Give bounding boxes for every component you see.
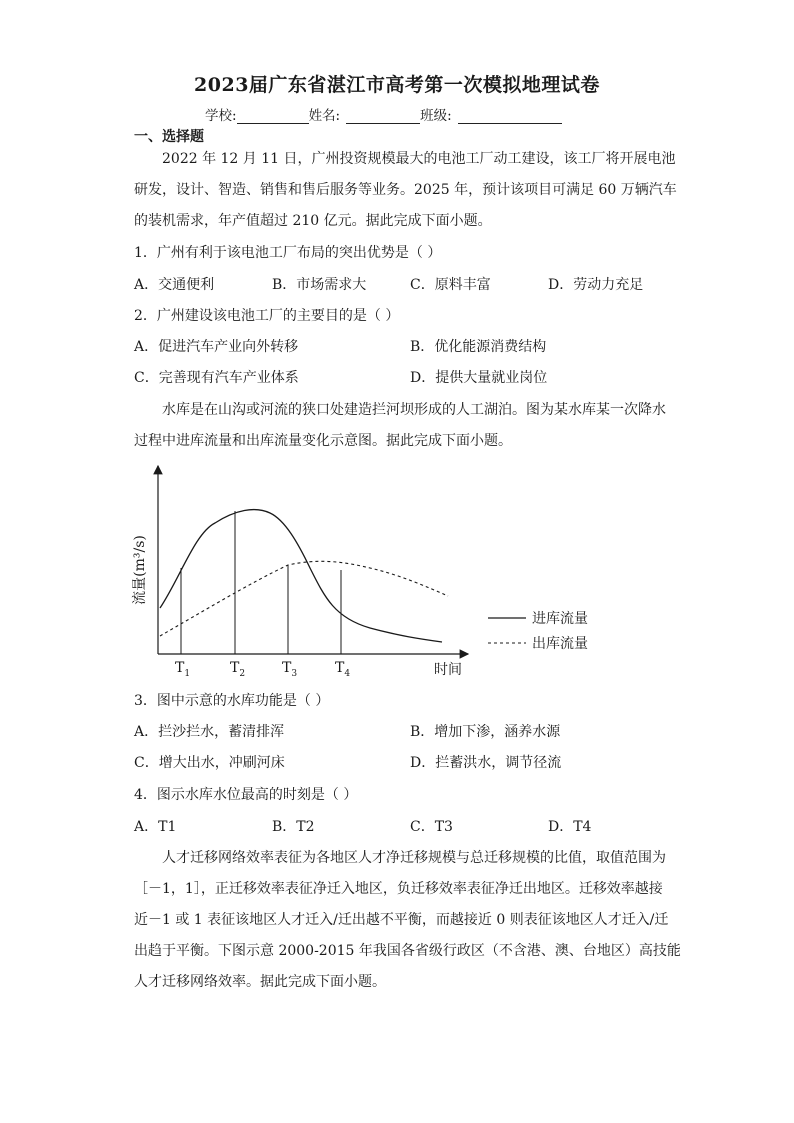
- q4-option-a[interactable]: A．T1: [134, 819, 177, 835]
- q4-option-b[interactable]: B．T2: [272, 819, 315, 835]
- legend-outflow-label: 出库流量: [532, 636, 588, 652]
- passage3-line: 出趋于平衡。下图示意 2000-2015 年我国各省级行政区（不含港、澳、台地区）高技能: [134, 943, 681, 959]
- question-3-stem: 3．图中示意的水库功能是（ ）: [134, 693, 330, 709]
- q2-option-c[interactable]: C．完善现有汽车产业体系: [134, 370, 299, 386]
- chart-legend: [486, 606, 606, 654]
- q3-option-b[interactable]: B．增加下渗，涵养水源: [410, 724, 561, 740]
- q3-option-d[interactable]: D．拦蓄洪水，调节径流: [410, 755, 562, 771]
- passage3-line: 人才迁移网络效率。据此完成下面小题。: [134, 974, 386, 990]
- y-axis-label: 流量(m³/s): [132, 535, 148, 605]
- series-inflow-line: [160, 510, 442, 642]
- passage3-line: ［－1，1］，正迁移效率表征净迁入地区，负迁移效率表征净迁出地区。迁移效率越接: [134, 881, 663, 897]
- page-title: 2023届广东省湛江市高考第一次模拟地理试卷: [194, 74, 600, 96]
- passage2-line: 过程中进库流量和出库流量变化示意图。据此完成下面小题。: [134, 433, 512, 449]
- name-label: 姓名:: [308, 108, 341, 124]
- q3-option-c[interactable]: C．增大出水，冲刷河床: [134, 755, 285, 771]
- class-blank[interactable]: [458, 109, 562, 124]
- x-tick-label: $T_4$: [335, 660, 351, 679]
- school-label: 学校:: [205, 108, 237, 124]
- school-blank[interactable]: [237, 109, 309, 124]
- q3-option-a[interactable]: A．拦沙拦水，蓄清排浑: [134, 724, 285, 740]
- q4-option-c[interactable]: C．T3: [410, 819, 453, 835]
- q2-option-a[interactable]: A．促进汽车产业向外转移: [134, 339, 299, 355]
- series-outflow-line: [160, 561, 448, 636]
- question-4-stem: 4．图示水库水位最高的时刻是（ ）: [134, 787, 358, 803]
- q1-option-b[interactable]: B．市场需求大: [272, 277, 367, 293]
- passage3-line: 人才迁移网络效率表征为各地区人才净迁移规模与总迁移规模的比值，取值范围为: [162, 850, 666, 866]
- question-2-stem: 2．广州建设该电池工厂的主要目的是（ ）: [134, 308, 400, 324]
- question-1-stem: 1．广州有利于该电池工厂布局的突出优势是（ ）: [134, 245, 442, 261]
- x-tick-label: $T_2$: [230, 660, 246, 679]
- q1-option-c[interactable]: C．原料丰富: [410, 277, 491, 293]
- class-label: 班级:: [420, 108, 452, 124]
- passage1-line: 的装机需求，年产值超过 210 亿元。据此完成下面小题。: [134, 213, 492, 229]
- name-blank[interactable]: [346, 109, 420, 124]
- passage2-line: 水库是在山沟或河流的狭口处建造拦河坝形成的人工湖泊。图为某水库某一次降水: [162, 402, 666, 418]
- x-axis-label: 时间: [434, 662, 462, 678]
- passage1-line: 研发，设计、智造、销售和售后服务等业务。2025 年，预计该项目可满足 60 万辆汽车: [134, 182, 677, 198]
- q2-option-b[interactable]: B．优化能源消费结构: [410, 339, 547, 355]
- reservoir-flow-chart: [120, 458, 500, 682]
- student-info: [205, 104, 562, 124]
- section-heading: 一、选择题: [134, 129, 204, 145]
- x-tick-label: $T_3$: [282, 660, 298, 679]
- q1-option-d[interactable]: D．劳动力充足: [548, 277, 644, 293]
- passage1-line: 2022 年 12 月 11 日，广州投资规模最大的电池工厂动工建设，该工厂将开展电池: [162, 151, 676, 167]
- legend-inflow-label: 进库流量: [532, 611, 588, 627]
- q4-option-d[interactable]: D．T4: [548, 819, 592, 835]
- q2-option-d[interactable]: D．提供大量就业岗位: [410, 370, 548, 386]
- q1-option-a[interactable]: A．交通便利: [134, 277, 215, 293]
- passage3-line: 近－1 或 1 表征该地区人才迁入/迁出越不平衡，而越接近 0 则表征该地区人才迁入/迁: [134, 912, 669, 928]
- x-tick-label: $T_1$: [175, 660, 191, 679]
